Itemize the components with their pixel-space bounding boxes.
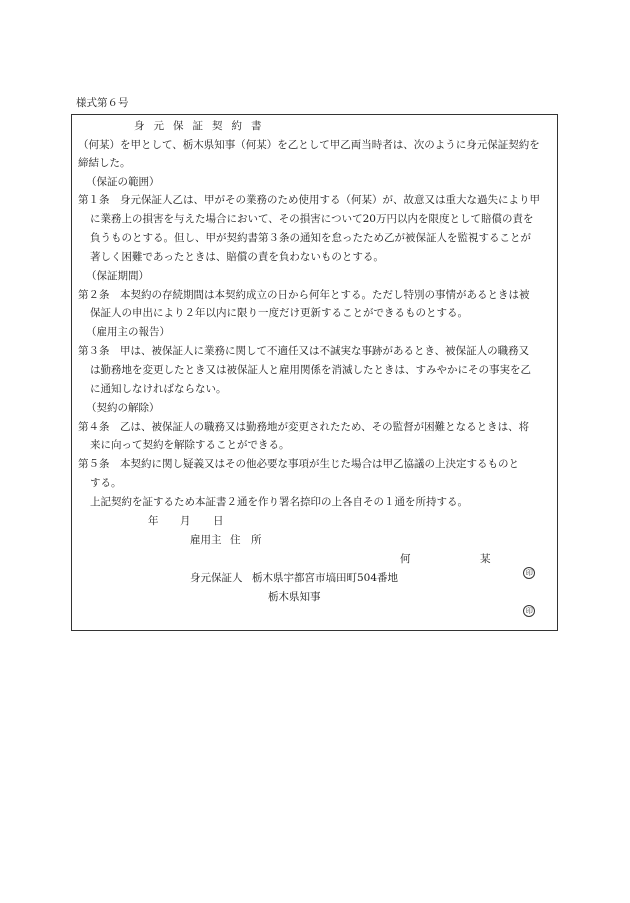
- article-3-line: 第３条 甲は、被保証人に業務に関して不適任又は不誠実な事跡があるとき、被保証人の職務又: [78, 345, 530, 357]
- employer-name-left: 何: [400, 553, 411, 565]
- section-caption-scope: （保証の範囲）: [86, 176, 160, 188]
- article-1-line: 著しく困難であったときは、賠償の責を負わないものとする。: [90, 251, 384, 263]
- date-day: 日: [213, 515, 224, 527]
- article-2-line: 保証人の申出により２年以内に限り一度だけ更新することができるものとする。: [90, 307, 468, 319]
- employer-label: 雇用主: [190, 534, 222, 546]
- contract-document: [71, 114, 558, 631]
- preamble-line: 締結した。: [78, 157, 131, 169]
- document-title: 身元保証契約書: [134, 120, 271, 132]
- article-3-line: に通知しなければならない。: [90, 383, 227, 395]
- date-month: 月: [180, 515, 191, 527]
- article-4-line: 第４条 乙は、被保証人の職務又は勤務地が変更されたため、その監督が困難となるときは、将: [78, 421, 530, 433]
- article-1-line: に業務上の損害を与えた場合において、その損害について20万円以内を限度として賠償の責を: [90, 213, 534, 225]
- article-1-line: 負うものとする。但し、甲が契約書第３条の通知を怠ったため乙が被保証人を監視することが: [90, 232, 531, 244]
- employer-address-label: 住 所: [230, 534, 262, 546]
- article-1-line: 第１条 身元保証人乙は、甲がその業務のため使用する（何某）が、故意又は重大な過失により甲: [78, 194, 540, 206]
- article-3-line: は勤務地を変更したとき又は被保証人と雇用関係を消滅したときは、すみやかにその事実を乙: [90, 364, 531, 376]
- article-2-line: 第２条 本契約の存続期間は本契約成立の日から何年とする。ただし特別の事情があるときは被: [78, 289, 530, 301]
- article-5-line: する。: [90, 477, 122, 489]
- closing-statement: 上記契約を証するため本証書２通を作り署名捺印の上各自その１通を所持する。: [90, 496, 468, 508]
- section-caption-period: （保証期間）: [86, 270, 149, 282]
- employer-name-right: 某: [480, 553, 491, 565]
- section-caption-termination: （契約の解除）: [86, 402, 160, 414]
- guarantor-name: 栃木県知事: [268, 591, 321, 603]
- preamble-line: （何某）を甲として、栃木県知事（何某）を乙として甲乙両当時者は、次のように身元保証契約を: [78, 139, 540, 151]
- guarantor-label: 身元保証人: [190, 572, 243, 584]
- section-caption-employer-report: （雇用主の報告）: [86, 326, 170, 338]
- seal-icon: 印: [523, 567, 535, 579]
- employer-seal-mark: [510, 552, 535, 594]
- form-number: 様式第６号: [76, 97, 129, 109]
- article-4-line: 来に向って契約を解除することができる。: [90, 439, 290, 451]
- guarantor-seal-mark: [510, 590, 535, 632]
- guarantor-address: 栃木県宇都宮市塙田町504番地: [252, 572, 399, 584]
- date-year: 年: [148, 515, 159, 527]
- seal-icon: 印: [523, 605, 535, 617]
- article-5-line: 第５条 本契約に関し疑義又はその他必要な事項が生じた場合は甲乙協議の上決定するものと: [78, 458, 519, 470]
